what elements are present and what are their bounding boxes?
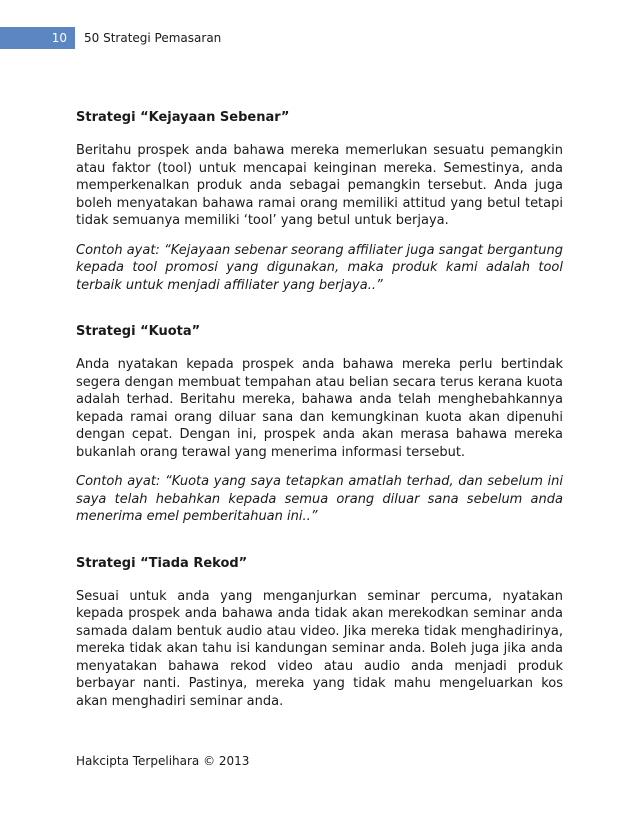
section-heading: Strategi “Tiada Rekod” (76, 555, 248, 571)
page-footer: Hakcipta Terpelihara © 2013 (76, 754, 250, 768)
page-header (0, 27, 638, 49)
section-body: Sesuai untuk anda yang menganjurkan seminar percuma, nyatakan kepada prospek anda bahawa anda tidak akan merekodkan seminar anda samada dalam bentuk audio atau video. Jika mereka tidak menghadirinya, mereka tidak akan tahu isi kandungan seminar anda. Boleh juga jika anda menyatakan bahawa rekod video atau audio anda menjadi produk berbayar nanti. Pastinya, mereka yang tidak mahu mengeluarkan kos akan menghadiri seminar anda. (76, 588, 563, 709)
section-example: Contoh ayat: “Kejayaan sebenar seorang affiliater juga sangat bergantung kepada tool promosi yang digunakan, maka produk kami adalah tool terbaik untuk menjadi affiliater yang berjaya..” (76, 242, 563, 293)
section-kuota (76, 323, 563, 526)
running-title: 50 Strategi Pemasaran (84, 31, 222, 45)
section-kejayaan-sebenar (76, 109, 563, 294)
section-example: Contoh ayat: “Kuota yang saya tetapkan amatlah terhad, dan sebelum ini saya telah hebahkan kepada semua orang diluar sana sebelum anda menerima emel pemberitahuan ini..” (76, 474, 563, 524)
page-content (76, 109, 563, 739)
section-body: Anda nyatakan kepada prospek anda bahawa mereka perlu bertindak segera dengan membuat tempahan atau belian secara terus kerana kuota adalah terhad. Beritahu mereka, bahawa anda telah menghebahkannya kepada ramai orang diluar sana dan kemungkinan kuota akan dipenuhi dengan cepat. Dengan ini, prospek anda akan merasa bahawa mereka bukanlah orang terawal yang menerima informasi tersebut. (76, 357, 563, 460)
page-number: 10 (0, 27, 75, 49)
section-heading: Strategi “Kuota” (76, 324, 201, 339)
section-heading: Strategi “Kejayaan Sebenar” (76, 110, 290, 125)
section-body: Beritahu prospek anda bahawa mereka memerlukan sesuatu pemangkin atau faktor (tool) untuk mencapai keinginan mereka. Semestinya, anda memperkenalkan produk anda sebagai pemangkin tersebut. Anda juga boleh menyatakan bahawa ramai orang memiliki attitud yang betul tetapi tidak semuanya memiliki ‘tool’ yang betul untuk berjaya. (76, 143, 563, 228)
section-tiada-rekod (76, 555, 563, 711)
